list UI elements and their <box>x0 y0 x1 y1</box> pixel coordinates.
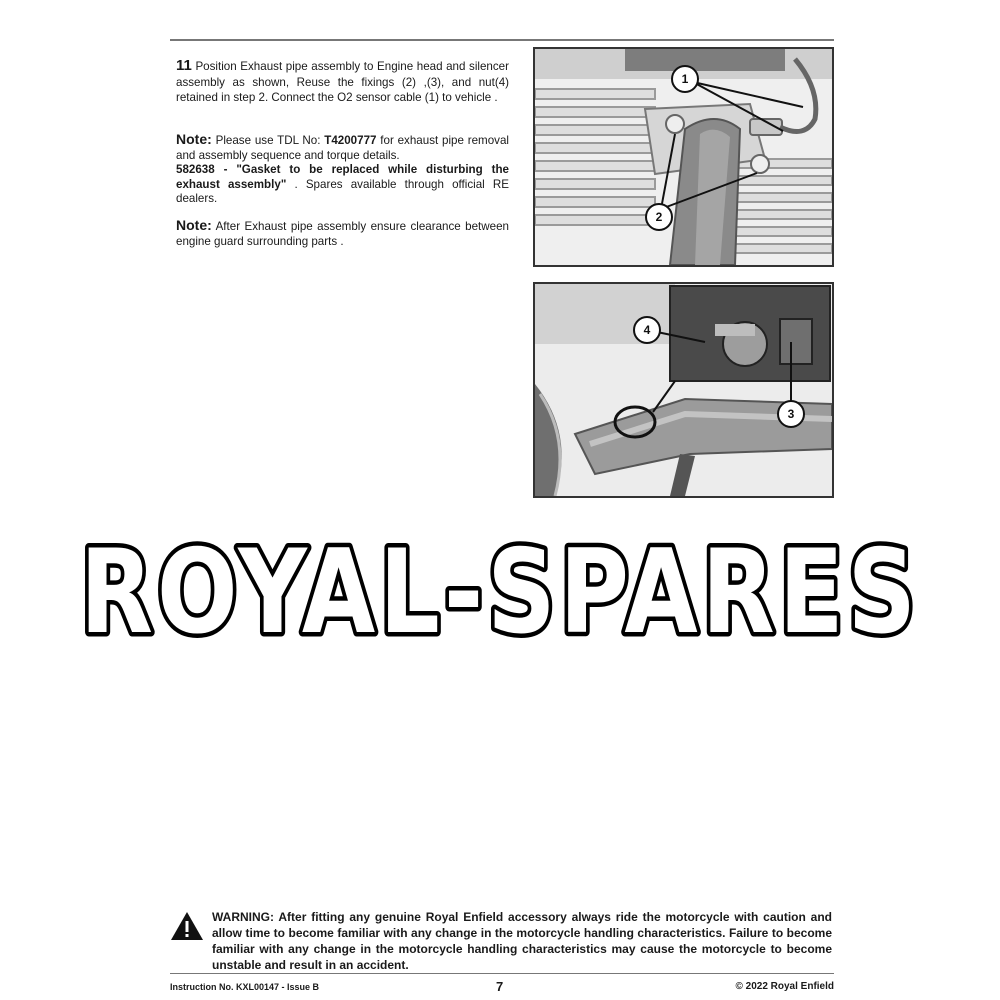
silencer-figure <box>533 282 834 498</box>
warning-text <box>212 909 832 973</box>
note-label: Note: <box>176 131 212 147</box>
note-clearance <box>176 218 509 249</box>
watermark-text: ROYAL-SPARES <box>80 525 920 660</box>
step-11 <box>176 58 509 106</box>
tdl-number: T4200777 <box>324 134 377 147</box>
note-text-a: Please use TDL No: <box>211 134 325 147</box>
callout-4: 4 <box>643 323 651 337</box>
warning-body: After fitting any genuine Royal Enfield accessory always ride the motorcycle with caution and allow time to become familiar with any change in the motorcycle handling characteristics. Failure to become familiar with any change in the motorcycle handling characteristics may cause the motorcycle to become unstable and result in an accident. <box>212 910 832 972</box>
bottom-rule <box>170 973 834 974</box>
warning-triangle-icon <box>170 911 204 941</box>
part-number: 582638 - <box>176 163 237 176</box>
engine-head-figure <box>533 47 834 267</box>
note-tdl <box>176 132 509 207</box>
watermark-royal-spares <box>0 520 1000 660</box>
part-description: "Gasket to be replaced while disturbing the exhaust assembly" <box>176 163 509 191</box>
callout-3: 3 <box>787 407 795 421</box>
callout-1: 1 <box>681 72 689 86</box>
note-text-c: . Spares available through official RE dealers. <box>176 177 509 205</box>
step-number: 11 <box>176 57 192 74</box>
top-rule <box>170 39 834 41</box>
note-label: Note: <box>176 217 212 233</box>
note-text: After Exhaust pipe assembly ensure clearance between engine guard surrounding parts . <box>176 220 509 248</box>
engine-head-illustration <box>535 49 832 265</box>
copyright: © 2022 Royal Enfield <box>735 981 834 992</box>
page-number: 7 <box>496 979 504 994</box>
note-text-b: for exhaust pipe removal and assembly sequence and torque details. <box>176 134 509 162</box>
warning-label: WARNING: <box>212 910 274 924</box>
step-text: Position Exhaust pipe assembly to Engine head and silencer assembly as shown, Reuse the fixings (2) ,(3), and nut(4) retained in step 2. Connect the O2 sensor cable (1) to vehicle . <box>176 60 509 104</box>
callout-2: 2 <box>655 210 663 224</box>
instruction-number: Instruction No. KXL00147 - Issue B <box>170 982 320 992</box>
silencer-illustration <box>535 284 832 496</box>
